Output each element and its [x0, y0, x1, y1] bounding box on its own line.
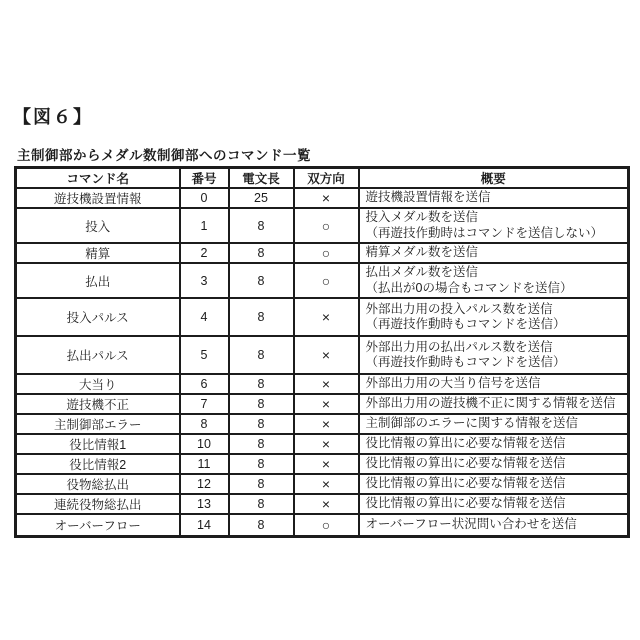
cell-command-name: 役比情報1 — [16, 434, 180, 454]
cell-number: 10 — [180, 434, 229, 454]
cell-length: 8 — [229, 243, 294, 263]
cell-summary: 役比情報の算出に必要な情報を送信 — [359, 434, 629, 454]
table-row — [16, 188, 629, 208]
cell-command-name: オーバーフロー — [16, 514, 180, 536]
cell-number: 5 — [180, 336, 229, 374]
header-number: 番号 — [180, 168, 229, 189]
table-row — [16, 243, 629, 263]
table-row — [16, 263, 629, 298]
cell-number: 1 — [180, 208, 229, 243]
summary-line-1: 外部出力用の投入パルス数を送信 — [365, 301, 553, 316]
cell-number: 13 — [180, 494, 229, 514]
cell-command-name: 連続役物総払出 — [16, 494, 180, 514]
cell-number: 11 — [180, 454, 229, 474]
cell-number: 2 — [180, 243, 229, 263]
cell-length: 8 — [229, 298, 294, 336]
table-row — [16, 434, 629, 454]
cell-length: 25 — [229, 188, 294, 208]
cell-summary: 役比情報の算出に必要な情報を送信 — [359, 474, 629, 494]
summary-line-2: （再遊技作動時もコマンドを送信） — [365, 317, 566, 331]
cell-summary: 役比情報の算出に必要な情報を送信 — [359, 494, 629, 514]
cell-number: 4 — [180, 298, 229, 336]
cell-command-name: 役比情報2 — [16, 454, 180, 474]
cell-summary: 役比情報の算出に必要な情報を送信 — [359, 454, 629, 474]
table-row — [16, 454, 629, 474]
summary-line-1: 投入メダル数を送信 — [365, 210, 479, 224]
table-header-row — [16, 168, 629, 189]
cell-number: 8 — [180, 414, 229, 434]
figure-label: 【図６】 — [13, 107, 93, 127]
cell-command-name: 投入パルス — [16, 298, 180, 336]
cell-bidirectional: × — [294, 394, 359, 414]
cell-length: 8 — [229, 394, 294, 414]
cell-summary: オーバーフロー状況問い合わせを送信 — [359, 514, 629, 536]
cell-bidirectional: × — [294, 298, 359, 336]
cell-bidirectional: × — [294, 454, 359, 474]
cell-bidirectional: × — [294, 414, 359, 434]
cell-number: 12 — [180, 474, 229, 494]
table-row — [16, 494, 629, 514]
cell-length: 8 — [229, 494, 294, 514]
cell-command-name: 払出パルス — [16, 336, 180, 374]
summary-line-1: 外部出力用の払出パルス数を送信 — [365, 339, 553, 354]
cell-length: 8 — [229, 434, 294, 454]
cell-command-name: 役物総払出 — [16, 474, 180, 494]
cell-bidirectional: × — [294, 494, 359, 514]
header-summary: 概要 — [359, 168, 629, 189]
cell-bidirectional: × — [294, 474, 359, 494]
cell-length: 8 — [229, 514, 294, 536]
cell-length: 8 — [229, 374, 294, 394]
cell-number: 3 — [180, 263, 229, 298]
cell-summary: 外部出力用の遊技機不正に関する情報を送信 — [359, 394, 629, 414]
cell-command-name: 遊技機不正 — [16, 394, 180, 414]
cell-number: 14 — [180, 514, 229, 536]
cell-bidirectional: ○ — [294, 243, 359, 263]
cell-summary — [359, 298, 629, 336]
cell-command-name: 大当り — [16, 374, 180, 394]
cell-bidirectional: × — [294, 188, 359, 208]
cell-command-name: 精算 — [16, 243, 180, 263]
cell-length: 8 — [229, 414, 294, 434]
header-message-length: 電文長 — [229, 168, 294, 189]
summary-line-2: （再遊技作動時はコマンドを送信しない） — [365, 225, 604, 240]
header-bidirectional: 双方向 — [294, 168, 359, 189]
table-row — [16, 414, 629, 434]
cell-length: 8 — [229, 263, 294, 298]
cell-bidirectional: ○ — [294, 263, 359, 298]
cell-number: 6 — [180, 374, 229, 394]
summary-line-2: （再遊技作動時もコマンドを送信） — [365, 355, 566, 369]
cell-bidirectional: ○ — [294, 514, 359, 536]
cell-command-name: 遊技機設置情報 — [16, 188, 180, 208]
cell-summary: 遊技機設置情報を送信 — [359, 188, 629, 208]
cell-number: 0 — [180, 188, 229, 208]
table-row — [16, 208, 629, 243]
cell-length: 8 — [229, 474, 294, 494]
cell-number: 7 — [180, 394, 229, 414]
command-table-body — [16, 188, 629, 536]
cell-summary: 主制御部のエラーに関する情報を送信 — [359, 414, 629, 434]
cell-command-name: 主制御部エラー — [16, 414, 180, 434]
command-table — [14, 166, 630, 538]
cell-bidirectional: ○ — [294, 208, 359, 243]
table-row — [16, 374, 629, 394]
cell-length: 8 — [229, 454, 294, 474]
cell-summary — [359, 263, 629, 298]
table-row — [16, 514, 629, 536]
cell-summary: 外部出力用の大当り信号を送信 — [359, 374, 629, 394]
table-row — [16, 394, 629, 414]
summary-line-1: 払出メダル数を送信 — [365, 265, 479, 279]
cell-bidirectional: × — [294, 434, 359, 454]
summary-line-2: （払出が0の場合もコマンドを送信） — [365, 280, 573, 295]
cell-summary — [359, 336, 629, 374]
figure-caption: 主制御部からメダル数制御部へのコマンド一覧 — [17, 148, 311, 163]
header-command-name: コマンド名 — [16, 168, 180, 189]
cell-summary: 精算メダル数を送信 — [359, 243, 629, 263]
table-row — [16, 298, 629, 336]
cell-command-name: 払出 — [16, 263, 180, 298]
cell-length: 8 — [229, 208, 294, 243]
cell-bidirectional: × — [294, 336, 359, 374]
cell-summary — [359, 208, 629, 243]
table-row — [16, 336, 629, 374]
cell-bidirectional: × — [294, 374, 359, 394]
cell-command-name: 投入 — [16, 208, 180, 243]
table-row — [16, 474, 629, 494]
cell-length: 8 — [229, 336, 294, 374]
